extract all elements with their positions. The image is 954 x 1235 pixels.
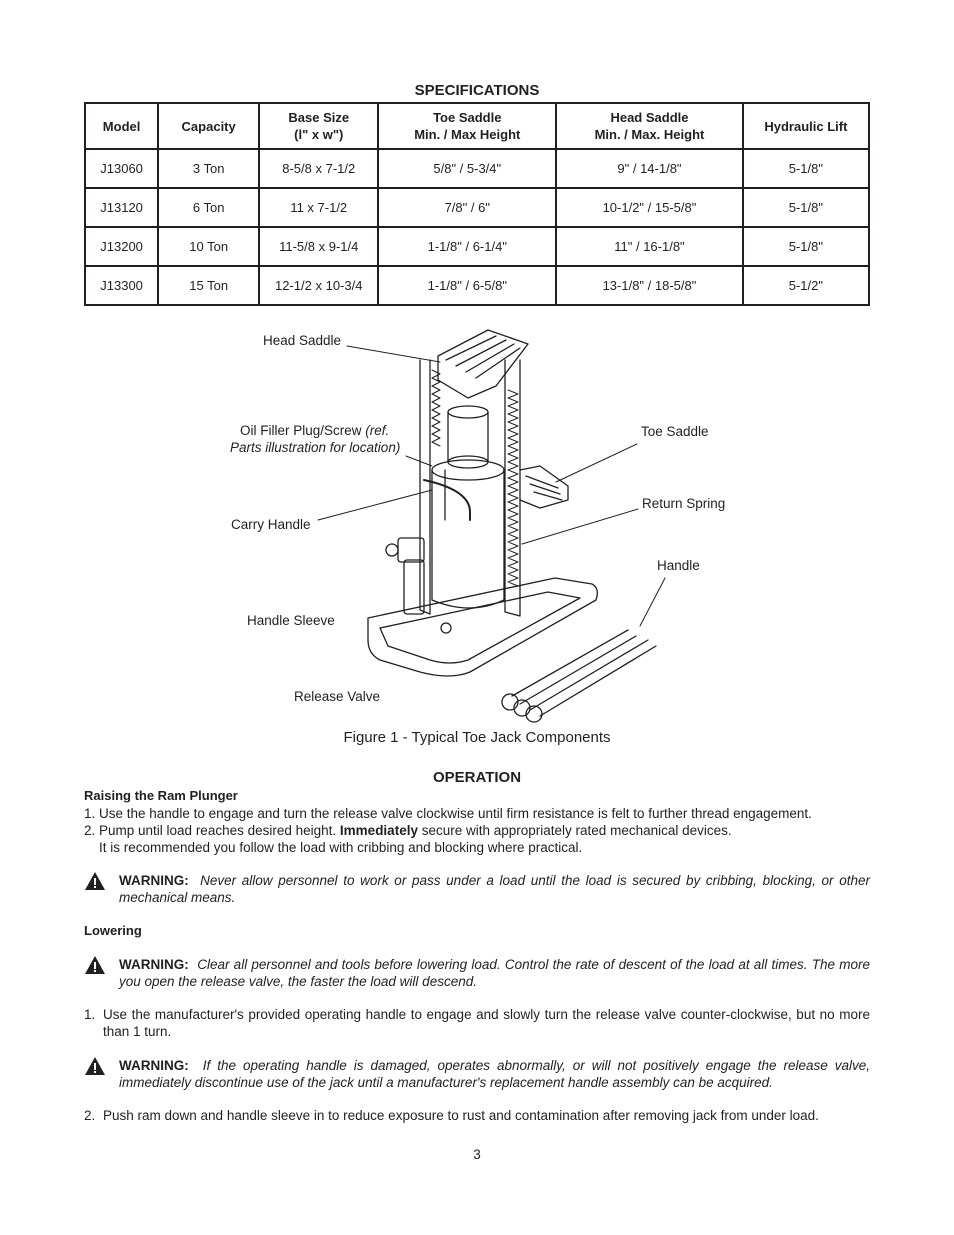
raising-step-2: 2. Pump until load reaches desired height. Immediately secure with appropriately rated mechanical devices. [84,823,732,838]
table-header-cell: Toe Saddle Min. / Max Height [378,103,556,149]
table-cell: J13120 [85,188,158,227]
label-oil-filler: Oil Filler Plug/Screw (ref. [240,423,390,438]
head-saddle-shape [438,330,528,398]
table-cell: 11-5/8 x 9-1/4 [259,227,378,266]
table-cell: 5-1/2" [743,266,869,305]
table-row [85,266,869,305]
warning-text-1: Never allow personnel to work or pass under a load until the load is secured by cribbing, blocking, or other mechanical means. [119,873,870,905]
warning-text-3: If the operating handle is damaged, operates abnormally, or will not positively engage the release valve, immediately discontinue use of the jack until a manufacturer's replacement handle assembly can be acquired. [119,1058,870,1090]
label-oil-filler-ref: Parts illustration for location) [230,440,401,455]
table-cell: 9" / 14-1/8" [556,149,743,188]
label-handle-sleeve: Handle Sleeve [247,613,335,628]
table-cell: 1-1/8" / 6-1/4" [378,227,556,266]
page-number: 3 [473,1147,481,1162]
table-cell: 15 Ton [158,266,259,305]
label-handle: Handle [657,558,700,573]
table-header-row [85,103,869,149]
raising-heading: Raising the Ram Plunger [84,788,238,803]
label-return-spring: Return Spring [642,496,726,511]
table-row [85,227,869,266]
warning-block-2 [84,955,870,995]
raising-step-2-note: It is recommended you follow the load with cribbing and blocking where practical. [99,840,583,855]
table-cell: 5-1/8" [743,149,869,188]
toe-saddle-shape [520,466,568,508]
warning-icon [84,955,106,975]
table-cell: 3 Ton [158,149,259,188]
lowering-step-2: 2. Push ram down and handle sleeve in to reduce exposure to rust and contamination after removing jack from under load. [84,1108,819,1123]
label-carry-handle: Carry Handle [231,517,311,532]
label-head-saddle: Head Saddle [263,333,342,348]
operation-title: OPERATION [432,769,522,786]
table-cell: 12-1/2 x 10-3/4 [259,266,378,305]
figure-caption: Figure 1 - Typical Toe Jack Components [343,729,611,746]
specifications-title: SPECIFICATIONS [414,82,540,99]
table-cell: 10-1/2" / 15-5/8" [556,188,743,227]
table-cell: 10 Ton [158,227,259,266]
table-header-cell: Hydraulic Lift [743,103,869,149]
table-cell: J13200 [85,227,158,266]
label-toe-saddle: Toe Saddle [641,424,709,439]
table-row [85,188,869,227]
table-header-cell: Capacity [158,103,259,149]
table-cell: J13300 [85,266,158,305]
table-cell: 7/8" / 6" [378,188,556,227]
table-header-cell: Base Size (l" x w") [259,103,378,149]
table-cell: 5-1/8" [743,227,869,266]
table-cell: 8-5/8 x 7-1/2 [259,149,378,188]
table-cell: 11 x 7-1/2 [259,188,378,227]
table-row [85,149,869,188]
warning-label: WARNING: [119,957,189,972]
table-cell: 1-1/8" / 6-5/8" [378,266,556,305]
warning-icon [84,1056,106,1076]
lowering-step-1: 1. Use the manufacturer's provided operating handle to engage and slowly turn the release valve counter-clockwise, but no more than 1 turn. [84,1007,870,1039]
table-cell: 5/8" / 5-3/4" [378,149,556,188]
table-header-cell: Head Saddle Min. / Max. Height [556,103,743,149]
specifications-table [84,102,870,306]
label-release-valve: Release Valve [294,689,381,704]
table-cell: 5-1/8" [743,188,869,227]
warning-block-3 [84,1056,870,1096]
warning-text-2: Clear all personnel and tools before lowering load. Control the rate of descent of the load at all times. The more you open the release valve, the faster the load will descend. [119,957,870,989]
table-header-cell: Model [85,103,158,149]
warning-label: WARNING: [119,873,189,888]
table-cell: J13060 [85,149,158,188]
base-plate [368,578,597,676]
warning-label: WARNING: [119,1058,189,1073]
warning-icon [84,871,106,891]
lowering-heading: Lowering [84,923,142,938]
table-body [85,149,869,305]
table-cell: 6 Ton [158,188,259,227]
raising-step-1: 1. Use the handle to engage and turn the release valve clockwise until firm resistance is felt to further thread engagement. [84,806,812,821]
warning-block-1 [84,871,870,911]
table-cell: 11" / 16-1/8" [556,227,743,266]
table-cell: 13-1/8" / 18-5/8" [556,266,743,305]
